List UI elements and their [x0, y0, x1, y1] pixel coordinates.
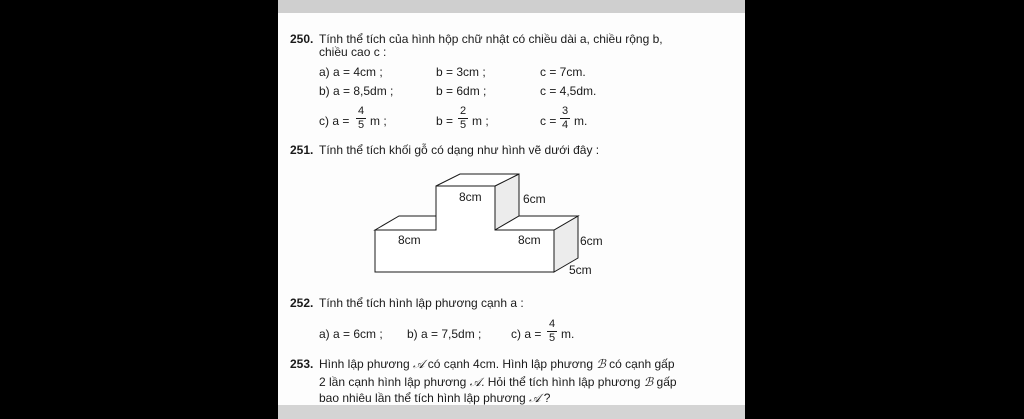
problem-text-line: chiều cao c :	[319, 45, 387, 59]
depth-label: 5cm	[569, 263, 592, 277]
case-c-width-unit: m ;	[472, 114, 489, 128]
case-b-length: b) a = 8,5dm ;	[319, 84, 394, 98]
numerator: 4	[548, 318, 556, 330]
problem-text-line: Tính thể tích của hình hộp chữ nhật có chiều dài a, chiều rộng b,	[319, 32, 663, 46]
case-c-length-unit: m ;	[370, 114, 387, 128]
denominator: 4	[561, 119, 569, 131]
problem-number: 252.	[290, 296, 314, 310]
cube-a-symbol: 𝒜	[529, 391, 541, 405]
option-a: a) a = 6cm ;	[319, 327, 383, 341]
top-depth-label: 6cm	[523, 192, 546, 206]
case-b-height: c = 4,5dm.	[540, 84, 597, 98]
numerator: 2	[459, 105, 467, 117]
problem-text-line: 2 lần cạnh hình lập phương 𝒜. Hỏi thể tích hình lập phương ℬ gấp	[319, 375, 677, 389]
wood-block-figure	[278, 0, 745, 300]
problem-text-line: Tính thể tích hình lập phương cạnh a :	[319, 296, 524, 310]
top-width-label: 8cm	[459, 190, 482, 204]
cube-b-symbol: ℬ	[643, 375, 654, 389]
problem-text-line: Tính thể tích khối gỗ có dạng như hình vẽ dưới đây :	[319, 143, 600, 157]
case-a-height: c = 7cm.	[540, 65, 586, 79]
problem-text-line: bao nhiêu lần thể tích hình lập phương 𝒜 ?	[319, 391, 551, 405]
problem-number: 251.	[290, 143, 314, 157]
denominator: 5	[357, 119, 365, 131]
problem-number: 250.	[290, 32, 314, 46]
numerator: 4	[357, 105, 365, 117]
right-width-label: 8cm	[518, 233, 541, 247]
case-c-height-prefix: c =	[540, 114, 557, 128]
numerator: 3	[561, 105, 569, 117]
case-c-height-unit: m.	[574, 114, 588, 128]
denominator: 5	[548, 332, 556, 344]
denominator: 5	[459, 119, 467, 131]
case-b-width: b = 6dm ;	[436, 84, 487, 98]
left-top-face	[375, 216, 436, 230]
fraction	[545, 319, 559, 344]
case-a-length: a) a = 4cm ;	[319, 65, 383, 79]
case-c-length-prefix: c) a =	[319, 114, 350, 128]
case-c-width-prefix: b =	[436, 114, 454, 128]
cube-a-symbol: 𝒜	[412, 357, 425, 371]
case-a-width: b = 3cm ;	[436, 65, 486, 79]
textbook-page	[278, 0, 745, 419]
problem-text-line: Hình lập phương 𝒜 có cạnh 4cm. Hình lập phương ℬ có cạnh gấp	[319, 357, 675, 371]
option-b: b) a = 7,5dm ;	[407, 327, 482, 341]
left-width-label: 8cm	[398, 233, 421, 247]
problem-number: 253.	[290, 357, 314, 371]
cube-b-symbol: ℬ	[596, 357, 606, 371]
bottom-scan-band	[278, 405, 745, 419]
option-c-prefix: c) a =	[511, 327, 542, 341]
cube-a-symbol: 𝒜	[469, 375, 482, 389]
option-c-unit: m.	[561, 327, 575, 341]
right-height-label: 6cm	[580, 234, 603, 248]
